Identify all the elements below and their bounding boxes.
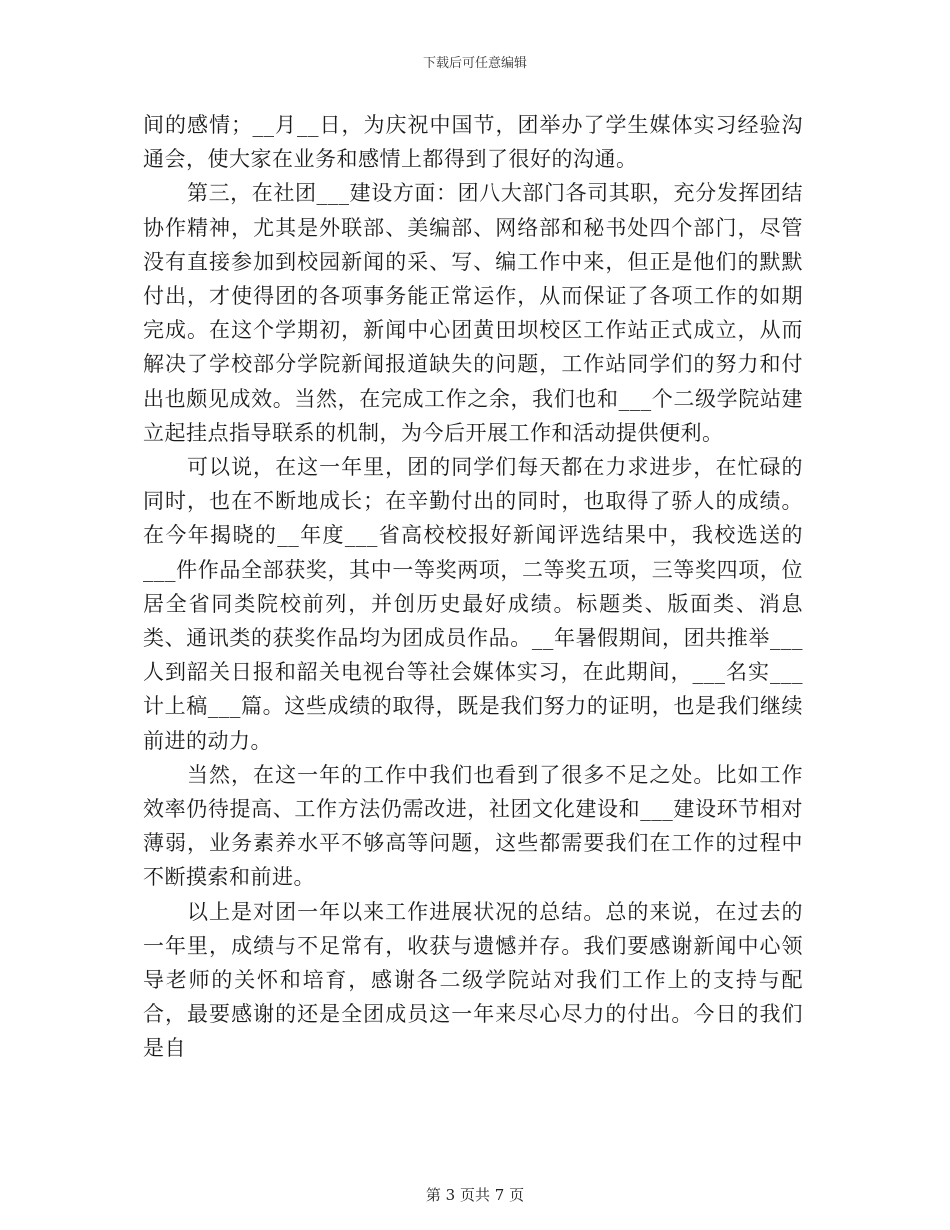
paragraph-4: 当然，在这一年的工作中我们也看到了很多不足之处。比如工作效率仍待提高、工作方法仍需改进，社团文化建设和___建设环节相对薄弱，业务素养水平不够高等问题，这些都需要我们在工作的过程中不断摸索和前进。 xyxy=(143,762,803,890)
page-footer: 第 3 页共 7 页 xyxy=(425,1186,525,1204)
paragraph-3: 可以说，在这一年里，团的同学们每天都在力求进步，在忙碌的同时，也在不断地成长；在辛勤付出的同时，也取得了骄人的成绩。在今年揭晓的__年度___省高校校报好新闻评选结果中，我校选送的___件作品全部获奖，其中一等奖两项，二等奖五项，三等奖四项，位居全省同类院校前列，并创历史最好成绩。标题类、版面类、消息类、通讯类的获奖作品均为团成员作品。__年暑假期间，团共推举___人到韶关日报和韶关电视台等社会媒体实习，在此期间，___名实___计上稿___篇。这些成绩的取得，既是我们努力的证明，也是我们继续前进的动力。 xyxy=(143,455,803,753)
page-header: 下载后可任意编辑 xyxy=(422,56,527,71)
document-body xyxy=(143,108,803,1066)
paragraph-1: 间的感情；__月__日，为庆祝中国节，团举办了学生媒体实习经验沟通会，使大家在业务和感情上都得到了很好的沟通。 xyxy=(143,113,803,172)
paragraph-2: 第三，在社团___建设方面：团八大部门各司其职，充分发挥团结协作精神，尤其是外联部、美编部、网络部和秘书处四个部门，尽管没有直接参加到校园新闻的采、写、编工作中来，但正是他们的默默付出，才使得团的各项事务能正常运作，从而保证了各项工作的如期完成。在这个学期初，新闻中心团黄田坝校区工作站正式成立，从而解决了学校部分学院新闻报道缺失的问题，工作站同学们的努力和付出也颇见成效。当然，在完成工作之余，我们也和___个二级学院站建立起挂点指导联系的机制，为今后开展工作和活动提供便利。 xyxy=(143,181,803,445)
paragraph-5: 以上是对团一年以来工作进展状况的总结。总的来说，在过去的一年里，成绩与不足常有，收获与遗憾并存。我们要感谢新闻中心领导老师的关怀和培育，感谢各二级学院站对我们工作上的支持与配合，最要感谢的还是全团成员这一年来尽心尽力的付出。今日的我们是自 xyxy=(143,899,803,1061)
